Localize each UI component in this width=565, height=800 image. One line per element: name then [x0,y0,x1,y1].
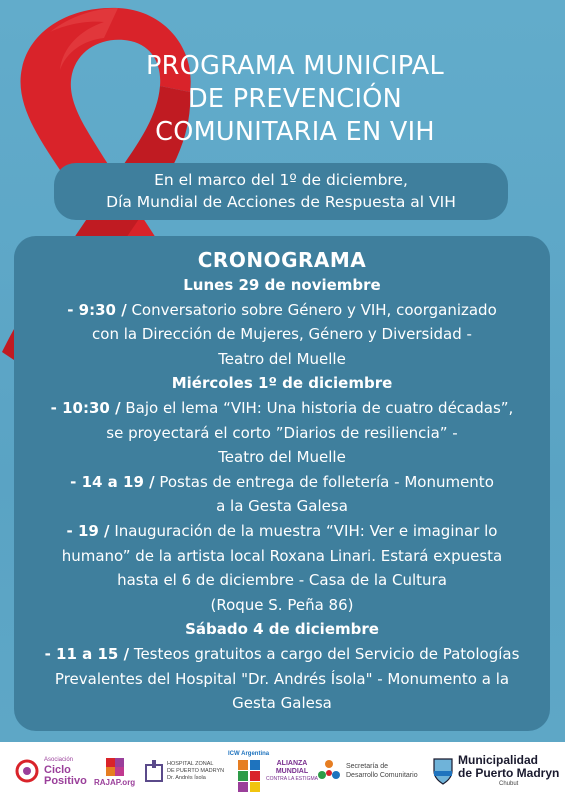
event-text: Teatro del Muelle [218,349,346,368]
schedule-event [14,642,550,667]
event-text: Bajo el lema “VIH: Una historia de cuatro décadas”, [120,398,514,417]
logo-alianza [266,742,318,800]
event-text: Conversatorio sobre Género y VIH, coorganizado [126,300,497,319]
schedule-heading: CRONOGRAMA [197,248,367,272]
title-line: PROGRAMA MUNICIPAL [146,51,444,81]
subtitle-line: En el marco del 1º de diciembre, [154,171,408,189]
schedule-day: Miércoles 1º de diciembre [171,374,393,393]
logo-text: MUNDIAL [275,768,309,775]
event-time: - 10:30 / [50,398,121,417]
event-text: se proyectará el corto ”Diarios de resiliencia” - [106,423,458,442]
subtitle-banner [54,163,508,220]
schedule-event [14,396,550,421]
logo-text: DE PUERTO MADRYN [167,767,225,774]
event-text: Gesta Galesa [232,694,332,713]
logo-icw [228,742,269,800]
event-time: - 9:30 / [67,300,127,319]
logo-text: Positivo [44,774,87,787]
event-text: a la Gesta Galesa [216,497,348,516]
logo-text: de Puerto Madryn [458,765,560,780]
logo-municipalidad [432,742,559,800]
event-text: Testeos gratuitos a cargo del Servicio de Patologías [129,644,520,663]
logo-text: Dr. Andrés Ísola [167,774,206,781]
event-text: humano” de la artista local Roxana Linari. Estará expuesta [61,546,503,565]
schedule-panel [14,236,550,731]
icw-icon [237,759,261,793]
schedule-day: Sábado 4 de diciembre [185,620,379,639]
schedule-event [14,298,550,323]
schedule-event [14,519,550,544]
logo-ciclo-positivo [14,742,87,800]
logo-text: ALIANZA [276,760,308,767]
event-text: Prevalentes del Hospital "Dr. Andrés Ísola" - Monumento a la [54,669,510,688]
logo-text: HOSPITAL ZONAL [167,760,214,767]
event-time: - 14 a 19 / [70,472,155,491]
schedule-day: Lunes 29 de noviembre [183,276,381,294]
logo-secretaria [316,742,418,800]
coat-of-arms-icon [432,757,454,785]
logo-text: Municipalidad [458,752,539,767]
sponsor-footer [0,742,565,800]
event-time: - 19 / [66,521,110,540]
logo-text: Ciclo [44,763,71,776]
title-line: DE PREVENCIÓN [187,84,403,114]
logo-text: CONTRA LA ESTIGMA [266,776,318,782]
logo-text: RAJAP.org [94,777,136,787]
schedule-event [14,470,550,495]
event-text: Teatro del Muelle [218,448,346,467]
logo-text: Asociación [44,756,74,763]
logo-text: Secretaría de [346,763,389,770]
event-text: hasta el 6 de diciembre - Casa de la Cultura [117,571,447,590]
logo-rajap [94,742,135,800]
schedule-list [14,273,550,716]
logo-text: ICW Argentina [228,750,270,757]
event-text: Inauguración de la muestra “VIH: Ver e imaginar lo [109,521,498,540]
event-text: Postas de entrega de folletería - Monumento [154,472,494,491]
subtitle-line: Día Mundial de Acciones de Respuesta al VIH [106,193,456,211]
ciclo-positivo-icon [14,758,40,784]
logo-text: Desarrollo Comunitario [346,772,418,779]
event-text: con la Dirección de Mujeres, Género y Diversidad - [92,325,472,344]
event-text: (Roque S. Peña 86) [210,595,354,614]
logo-hospital [144,742,224,800]
title-line: COMUNITARIA EN VIH [155,117,435,147]
logo-text: Chubut [499,780,519,787]
page-title [90,50,500,149]
hospital-icon [144,759,164,783]
event-time: - 11 a 15 / [44,644,130,663]
secretaria-icon [316,758,342,784]
rajap-icon [104,756,126,778]
